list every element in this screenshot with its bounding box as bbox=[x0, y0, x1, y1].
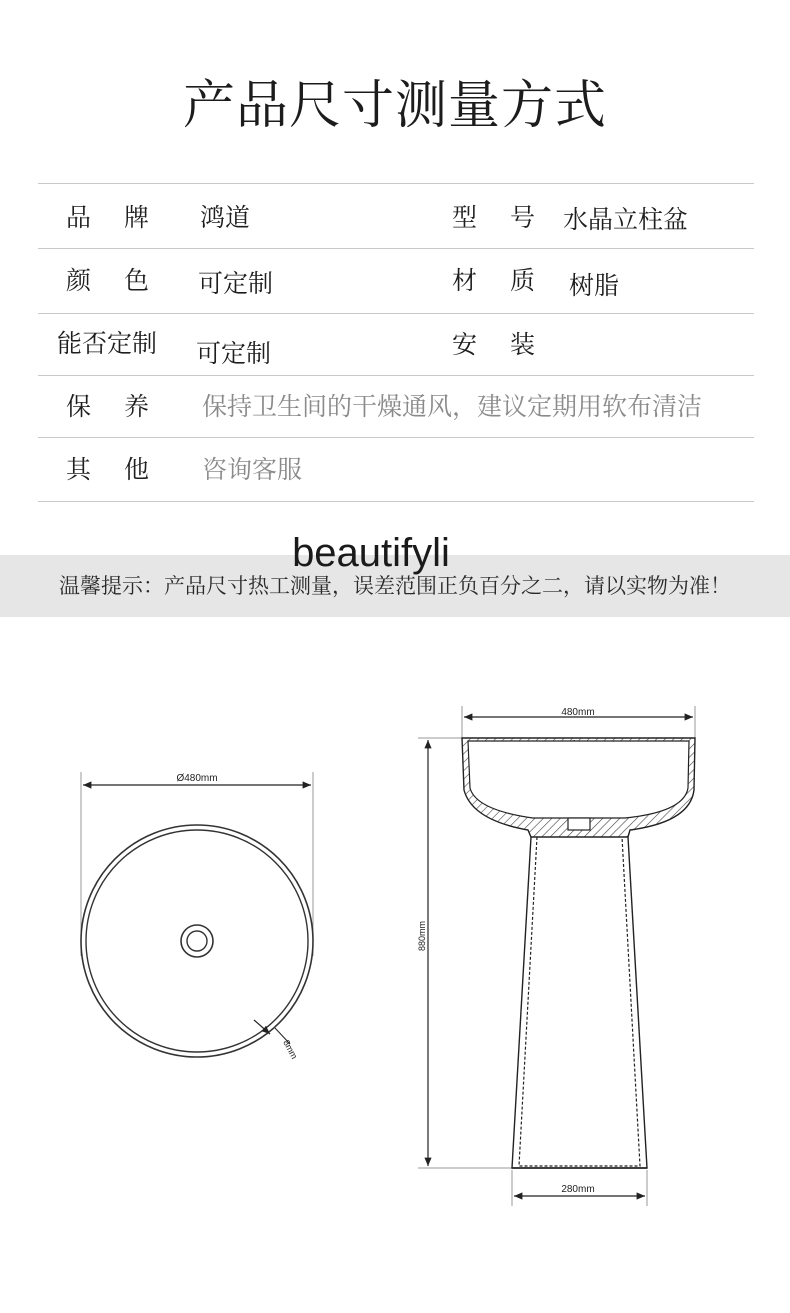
notice-text: 温馨提示：产品尺寸热工测量，误差范围正负百分之二，请以实物为准！ bbox=[59, 574, 731, 598]
height-label: 880mm bbox=[417, 920, 427, 952]
spec-value-customizable: 可定制 bbox=[196, 339, 272, 368]
spec-value-model: 水晶立柱盆 bbox=[563, 205, 689, 234]
drain-opening bbox=[568, 818, 590, 830]
spec-label-install: 安 装 bbox=[452, 330, 540, 359]
top-view bbox=[81, 772, 313, 1061]
basin-inner-rim bbox=[86, 830, 308, 1052]
top-width-label: 480mm bbox=[561, 707, 595, 718]
side-view bbox=[417, 706, 695, 1206]
base-width-label: 280mm bbox=[561, 1184, 595, 1195]
spec-label-color: 颜 色 bbox=[66, 266, 154, 295]
watermark-text: beautifyli bbox=[292, 531, 450, 575]
drain-inner bbox=[187, 931, 207, 951]
pedestal-outer bbox=[512, 837, 647, 1168]
table-divider bbox=[38, 313, 754, 314]
wall-thickness-label: 8mm bbox=[281, 1038, 300, 1061]
table-divider bbox=[38, 375, 754, 376]
spec-value-care: 保持卫生间的干燥通风，建议定期用软布清洁 bbox=[202, 392, 703, 421]
page-title: 产品尺寸测量方式 bbox=[182, 76, 607, 136]
table-divider bbox=[38, 437, 754, 438]
spec-value-color: 可定制 bbox=[198, 269, 274, 298]
drain-outer bbox=[181, 925, 213, 957]
table-divider bbox=[38, 183, 754, 184]
spec-label-care: 保 养 bbox=[66, 392, 154, 421]
spec-label-brand: 品 牌 bbox=[66, 203, 154, 232]
basin-bowl-cavity bbox=[468, 741, 689, 818]
basin-outer-rim bbox=[81, 825, 313, 1057]
pedestal-inner bbox=[519, 837, 640, 1166]
diameter-label: Ø480mm bbox=[176, 773, 218, 784]
spec-value-brand: 鸿道 bbox=[200, 203, 251, 232]
dimension-drawing bbox=[0, 640, 790, 1300]
table-divider bbox=[38, 248, 754, 249]
spec-label-other: 其 他 bbox=[66, 455, 154, 484]
spec-value-other: 咨询客服 bbox=[202, 455, 303, 484]
spec-label-model: 型 号 bbox=[452, 203, 540, 232]
table-divider bbox=[38, 501, 754, 502]
spec-label-material: 材 质 bbox=[452, 266, 540, 295]
spec-value-material: 树脂 bbox=[569, 271, 620, 300]
spec-label-customizable: 能否定制 bbox=[57, 329, 158, 358]
